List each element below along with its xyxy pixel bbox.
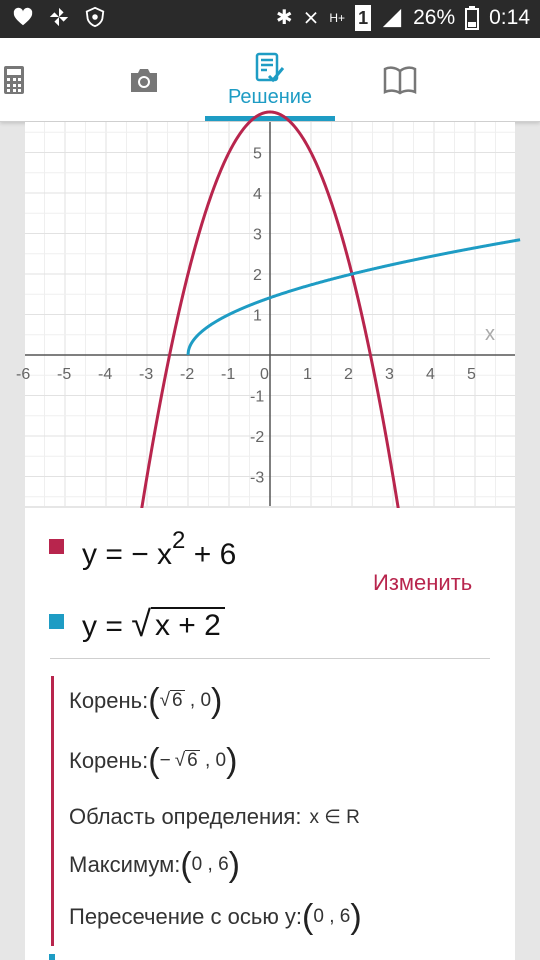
x-tick-label: 2 bbox=[344, 366, 353, 383]
y-tick-label: -1 bbox=[250, 388, 265, 406]
pinwheel-icon bbox=[48, 6, 70, 28]
solution-card bbox=[25, 508, 515, 960]
info-domain bbox=[69, 804, 360, 830]
eq1-suffix: + 6 bbox=[185, 538, 237, 571]
info-maximum bbox=[69, 848, 240, 882]
x-tick-label: 0 bbox=[260, 366, 269, 383]
next-item-accent bbox=[49, 954, 55, 960]
paren-open: ( bbox=[302, 898, 314, 936]
x-tick-label: -6 bbox=[16, 366, 31, 383]
eq2-radicand: x + 2 bbox=[151, 607, 225, 642]
comma: , bbox=[323, 906, 340, 927]
eq2-prefix: y = bbox=[82, 610, 132, 643]
x-tick-label: 5 bbox=[467, 366, 476, 383]
y-intercept-label: Пересечение с осью y: bbox=[69, 904, 303, 929]
paren-open: ( bbox=[180, 846, 192, 884]
system-icons bbox=[276, 5, 530, 31]
maximum-y: 6 bbox=[218, 854, 229, 875]
equation-sqrt[interactable] bbox=[82, 603, 225, 644]
legend-swatch-red bbox=[49, 539, 64, 554]
comma: , bbox=[184, 690, 201, 711]
root1-sqrt: √ 6 bbox=[159, 690, 183, 712]
status-bar bbox=[0, 0, 540, 38]
y-tick-label: 3 bbox=[253, 226, 262, 244]
y-tick-label: 4 bbox=[253, 186, 262, 203]
y-intercept-y: 6 bbox=[339, 906, 351, 927]
legend-item-parabola bbox=[49, 539, 64, 554]
function-graph[interactable] bbox=[16, 122, 515, 506]
paren-open: ( bbox=[148, 742, 160, 780]
legend-item-sqrt bbox=[49, 614, 64, 629]
x-tick-label: 4 bbox=[426, 366, 435, 383]
paren-close: ) bbox=[350, 898, 362, 936]
tab-solution[interactable] bbox=[205, 38, 335, 122]
legend-swatch-blue bbox=[49, 614, 64, 629]
root1-label: Корень: bbox=[69, 688, 149, 713]
bluetooth-icon: ✱ bbox=[275, 7, 293, 29]
x-tick-label: -5 bbox=[57, 366, 72, 383]
signal-icon bbox=[381, 7, 403, 29]
graph-canvas[interactable] bbox=[16, 122, 515, 506]
y-intercept-x: 0 bbox=[313, 906, 324, 927]
comma: , bbox=[202, 854, 219, 875]
tab-book[interactable] bbox=[380, 38, 420, 122]
calculator-icon bbox=[3, 65, 27, 95]
root2-label: Корень: bbox=[69, 748, 149, 773]
y-tick-label: 2 bbox=[253, 267, 262, 284]
root2-radicand: 6 bbox=[187, 750, 198, 772]
tab-bar bbox=[0, 38, 540, 122]
paren-close: ) bbox=[211, 682, 223, 720]
maximum-x: 0 bbox=[191, 854, 203, 875]
battery-icon bbox=[465, 6, 479, 30]
paren-close: ) bbox=[228, 846, 240, 884]
tab-solution-label: Решение bbox=[227, 85, 313, 108]
camera-icon bbox=[128, 66, 160, 94]
x-tick-label: -2 bbox=[180, 366, 195, 383]
root2-y: 0 bbox=[215, 750, 227, 771]
root1-radicand: 6 bbox=[172, 690, 183, 712]
x-tick-label: -3 bbox=[139, 366, 154, 383]
active-tab-indicator bbox=[205, 116, 335, 121]
y-tick-label: -3 bbox=[250, 469, 265, 487]
info-root-positive bbox=[69, 684, 222, 718]
maximum-label: Максимум: bbox=[69, 852, 181, 877]
root2-sqrt: √ 6 bbox=[174, 750, 198, 772]
root1-y: 0 bbox=[200, 690, 212, 711]
mute-icon: ⨯ bbox=[302, 7, 320, 29]
sqrt-symbol: √ x + 2 bbox=[131, 606, 225, 642]
edit-button[interactable]: Изменить bbox=[373, 570, 473, 595]
root2-sign: − bbox=[159, 750, 171, 771]
sqrt-curve bbox=[188, 240, 520, 355]
tab-calculator[interactable] bbox=[0, 38, 30, 122]
domain-value: x ∈ R bbox=[309, 806, 360, 828]
notification-icons bbox=[12, 6, 106, 28]
heart-icon bbox=[12, 6, 34, 28]
domain-label: Область определения: bbox=[69, 804, 302, 829]
shield-icon bbox=[84, 6, 106, 28]
network-type: H+ bbox=[329, 11, 346, 25]
paren-open: ( bbox=[148, 682, 160, 720]
paren-close: ) bbox=[226, 742, 238, 780]
info-root-negative bbox=[69, 744, 237, 778]
x-tick-label: -1 bbox=[221, 366, 236, 383]
y-tick-label: -2 bbox=[250, 429, 265, 446]
x-axis-label: x bbox=[485, 323, 495, 345]
tab-camera[interactable] bbox=[120, 38, 168, 122]
eq1-prefix: y = − x bbox=[82, 538, 173, 571]
equation-parabola[interactable] bbox=[82, 527, 237, 572]
info-y-intercept bbox=[69, 900, 362, 934]
book-icon bbox=[383, 65, 417, 95]
x-tick-label: 3 bbox=[385, 366, 394, 383]
details-accent-bar bbox=[51, 676, 54, 946]
clock: 0:14 bbox=[489, 6, 530, 29]
comma: , bbox=[199, 750, 216, 771]
x-tick-label: 1 bbox=[303, 366, 312, 383]
solution-icon bbox=[255, 52, 285, 84]
y-tick-label: 1 bbox=[253, 307, 262, 325]
y-tick-label: 5 bbox=[253, 145, 262, 163]
x-tick-label: -4 bbox=[98, 366, 113, 383]
sim-indicator: 1 bbox=[355, 5, 371, 31]
divider bbox=[50, 658, 490, 659]
battery-percent: 26% bbox=[413, 6, 456, 29]
eq1-exponent: 2 bbox=[172, 527, 186, 554]
